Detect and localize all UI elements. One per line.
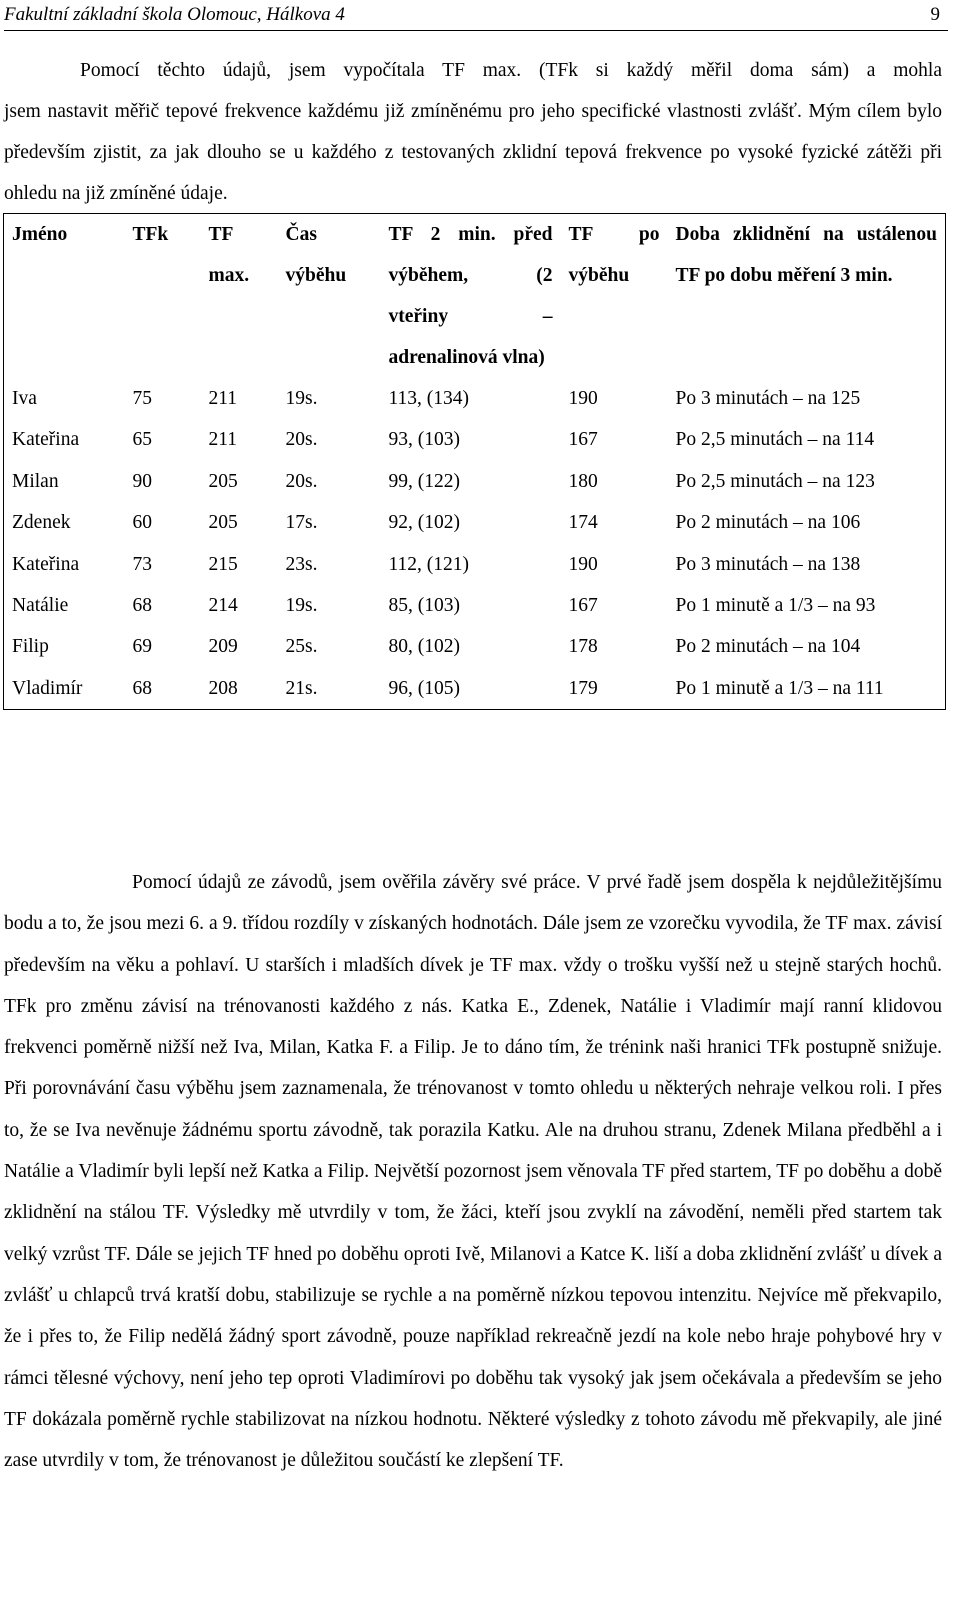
intro-first-line: Pomocí těchto údajů, jsem vypočítala TF max. (TFk si každý měřil doma sám) a mohla [80, 60, 942, 81]
cell-recovery: Po 2 minutách – na 106 [675, 512, 861, 534]
cell-recovery: Po 2,5 minutách – na 123 [675, 470, 875, 492]
cell-recovery: Po 2 minutách – na 104 [675, 636, 861, 658]
cell-tfk: 65 [132, 429, 152, 451]
cell-tf-before: 112, (121) [388, 553, 470, 575]
cell-recovery: Po 2,5 minutách – na 114 [675, 429, 875, 451]
intro-rest: jsem nastavit měřič tepové frekvence každému již zmíněnému pro jeho specifické vlastnosti zvlášť. Mým cílem bylo především zjistit, za jak dlouho se u každého z testovaných zklidní tepová frekvence po vysoké fyzické zátěži při ohledu na již zmíněné údaje. [4, 101, 942, 204]
table-row [4, 585, 946, 626]
cell-recovery: Po 1 minutě a 1/3 – na 111 [675, 677, 884, 699]
table-header [4, 214, 946, 379]
cell-tf-after: 180 [568, 470, 598, 492]
table-body [4, 378, 946, 710]
cell-name: Kateřina [12, 553, 80, 575]
cell-tf-max: 208 [208, 677, 238, 699]
header-tf-after: TF po výběhu [568, 224, 660, 286]
cell-tf-before: 92, (102) [388, 512, 460, 534]
page-header [4, 2, 948, 31]
page-number: 9 [930, 4, 940, 25]
cell-name: Zdenek [12, 512, 71, 534]
cell-name: Iva [12, 388, 37, 409]
cell-tf-max: 214 [208, 595, 238, 617]
cell-tfk: 68 [132, 677, 152, 699]
cell-name: Vladimír [12, 677, 83, 699]
cell-tf-before: 113, (134) [388, 388, 470, 409]
cell-tfk: 73 [132, 553, 152, 575]
cell-tf-before: 85, (103) [388, 595, 460, 617]
cell-tf-max: 215 [208, 553, 238, 575]
cell-recovery: Po 1 minutě a 1/3 – na 93 [675, 595, 876, 617]
table-header-row [4, 214, 946, 379]
cell-tf-after: 167 [568, 429, 598, 451]
header-name: Jméno [12, 224, 68, 245]
cell-tfk: 68 [132, 595, 152, 617]
cell-name: Filip [12, 636, 49, 658]
cell-run-time: 20s. [285, 470, 318, 492]
cell-recovery: Po 3 minutách – na 125 [675, 388, 861, 409]
table-row [4, 668, 946, 710]
cell-tf-before: 80, (102) [388, 636, 460, 658]
cell-tf-before: 93, (103) [388, 429, 460, 451]
cell-run-time: 19s. [285, 595, 318, 617]
cell-tfk: 75 [132, 388, 152, 409]
cell-run-time: 23s. [285, 553, 318, 575]
cell-name: Natálie [12, 595, 69, 617]
cell-run-time: 25s. [285, 636, 318, 658]
results-table [3, 213, 946, 710]
header-run-time: Čas výběhu [285, 224, 347, 286]
table-row [4, 626, 946, 667]
cell-tfk: 69 [132, 636, 152, 658]
table-row [4, 502, 946, 543]
cell-tf-after: 174 [568, 512, 598, 534]
conclusion-paragraph: Pomocí údajů ze závodů, jsem ověřila závěry své práce. V prvé řadě jsem dospěla k nejdůležitějšímu bodu a to, že jsou mezi 6. a 9. třídou rozdíly v získaných hodnotách. Dále jsem ze vzorečku vyvodila, že TF max. závisí především na věku a pohlaví. U starších i mladších dívek je TF max. vždy o trošku vyšší než u stejně starých hochů. TFk pro změnu závisí na trénovanosti každého z nás. Katka E., Zdenek, Natálie i Vladimír mají ranní klidovou frekvenci poměrně nižší než Iva, Milan, Katka F. a Filip. Je to dáno tím, že trénink naši hranici TFk postupně snižuje. Při porovnávání času výběhu jsem zaznamenala, že trénovanost v tomto ohledu u některých nehraje velkou roli. I přes to, že se Iva nevěnuje žádnému sportu závodně, tak porazila Katku. Ale na druhou stranu, Zdenek Milana předběhl a i Natálie a Vladimír byli lepší než Katka a Filip. Největší pozornost jsem věnovala TF před startem, TF po doběhu a době zklidnění na stálou TF. Výsledky mě utvrdily v tom, že žáci, kteří jsou zvyklí na závodění, neměli před startem tak velký vzrůst TF. Dále se jejich TF hned po doběhu oproti Ivě, Milanovi a Katce K. liší a doba zklidnění zvlášť u dívek a zvlášť u chlapců trvá kratší dobu, stabilizuje se rychle a na poměrně nízkou tepovou intenzitu. Nejvíce mě překvapilo, že i přes to, že Filip nedělá žádný sport závodně, pouze například rekreačně jezdí na kole nebo hraje pohybové hry v rámci tělesné výchovy, není jeho tep oproti Vladimírovi po doběhu tak vysoký jak jsem očekávala a především se jeho TF dokázala poměrně rychle stabilizovat na nízkou hodnotu. Některé výsledky z tohoto závodu mě překvapily, ale jiné zase utvrdily v tom, že trénovanost je důležitou součástí ke zlepšení TF. [4, 872, 942, 1472]
cell-tfk: 60 [132, 512, 152, 534]
cell-run-time: 20s. [285, 429, 318, 451]
cell-tf-max: 211 [208, 388, 238, 409]
cell-run-time: 19s. [285, 388, 318, 409]
cell-tf-max: 211 [208, 429, 238, 451]
cell-tf-after: 190 [568, 388, 598, 409]
cell-run-time: 21s. [285, 677, 318, 699]
cell-tf-after: 190 [568, 553, 598, 575]
header-tf-max: TF max. [208, 224, 250, 286]
cell-tf-max: 205 [208, 470, 238, 492]
cell-tf-after: 178 [568, 636, 598, 658]
cell-tf-max: 205 [208, 512, 238, 534]
table-row [4, 378, 946, 419]
cell-tfk: 90 [132, 470, 152, 492]
cell-tf-max: 209 [208, 636, 238, 658]
table-row [4, 461, 946, 502]
header-tfk: TFk [132, 224, 169, 245]
cell-recovery: Po 3 minutách – na 138 [675, 553, 861, 575]
cell-name: Milan [12, 470, 59, 492]
cell-tf-after: 179 [568, 677, 598, 699]
cell-run-time: 17s. [285, 512, 318, 534]
header-recovery: Doba zklidnění na ustálenou TF po dobu měření 3 min. [675, 224, 937, 286]
cell-tf-before: 96, (105) [388, 677, 460, 699]
cell-tf-before: 99, (122) [388, 470, 460, 492]
intro-paragraph [4, 50, 942, 214]
cell-name: Kateřina [12, 429, 80, 451]
header-tf-before: TF 2 min. před výběhem, (2 vteřiny – adrenalinová vlna) [388, 224, 553, 368]
school-name: Fakultní základní škola Olomouc, Hálkova 4 [4, 4, 345, 25]
table-row [4, 544, 946, 585]
cell-tf-after: 167 [568, 595, 598, 617]
table-row [4, 419, 946, 460]
